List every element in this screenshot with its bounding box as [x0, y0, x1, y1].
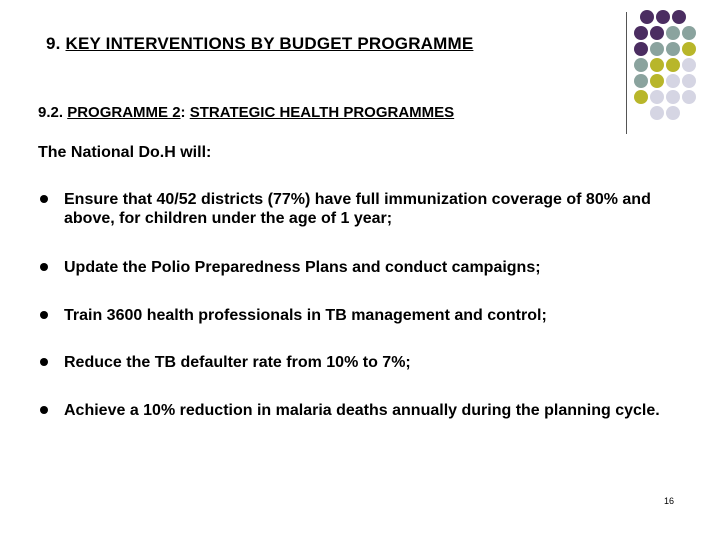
subtitle-colon: : [180, 104, 186, 121]
decor-dot [666, 42, 680, 56]
decor-dot [682, 74, 696, 88]
decor-dot [634, 90, 648, 104]
bullet-dot-icon [40, 358, 48, 366]
decor-dot [634, 42, 648, 56]
page-number: 16 [664, 496, 675, 506]
bullet-text: Reduce the TB defaulter rate from 10% to 7%; [64, 354, 411, 371]
decor-dot [666, 26, 680, 40]
intro-heading: The National Do.H will: [38, 144, 212, 161]
divider-line [626, 12, 627, 134]
decor-dot [682, 26, 696, 40]
decor-dot [634, 74, 648, 88]
decor-dot [634, 58, 648, 72]
subtitle-text: STRATEGIC HEALTH PROGRAMMES [189, 104, 455, 121]
title-number: 9. [46, 34, 61, 53]
decor-dot [650, 42, 664, 56]
decor-dot [666, 90, 680, 104]
subtitle-number: 9.2. [38, 104, 64, 121]
decor-dot [634, 26, 648, 40]
bullet-text: Achieve a 10% reduction in malaria deaths annually during the planning cycle. [64, 402, 660, 419]
bullet-dot-icon [40, 311, 48, 319]
bullet-text: Update the Polio Preparedness Plans and conduct campaigns; [64, 259, 541, 276]
decor-dot [650, 106, 664, 120]
bullet-dot-icon [40, 195, 48, 203]
decor-dot [666, 74, 680, 88]
bullet-text: Ensure that 40/52 districts (77%) have full immunization coverage of 80% and above, for children under the age of 1 year; [64, 191, 651, 227]
bullet-dot-icon [40, 263, 48, 271]
bullet-text: Train 3600 health professionals in TB management and control; [64, 307, 547, 324]
subtitle-label: PROGRAMME 2 [67, 104, 181, 121]
decor-dot [666, 106, 680, 120]
decor-dot [682, 90, 696, 104]
decor-dot [672, 10, 686, 24]
decor-dot [650, 58, 664, 72]
decor-dot [656, 10, 670, 24]
decor-dot [650, 74, 664, 88]
decor-dot [650, 26, 664, 40]
slide-title [46, 34, 473, 54]
decor-dot [682, 58, 696, 72]
bullet-dot-icon [40, 406, 48, 414]
decor-dot [640, 10, 654, 24]
decor-dot [666, 58, 680, 72]
slide-subtitle [38, 104, 454, 121]
title-text: KEY INTERVENTIONS BY BUDGET PROGRAMME [65, 34, 474, 53]
decor-dot [650, 90, 664, 104]
decor-dot [682, 42, 696, 56]
